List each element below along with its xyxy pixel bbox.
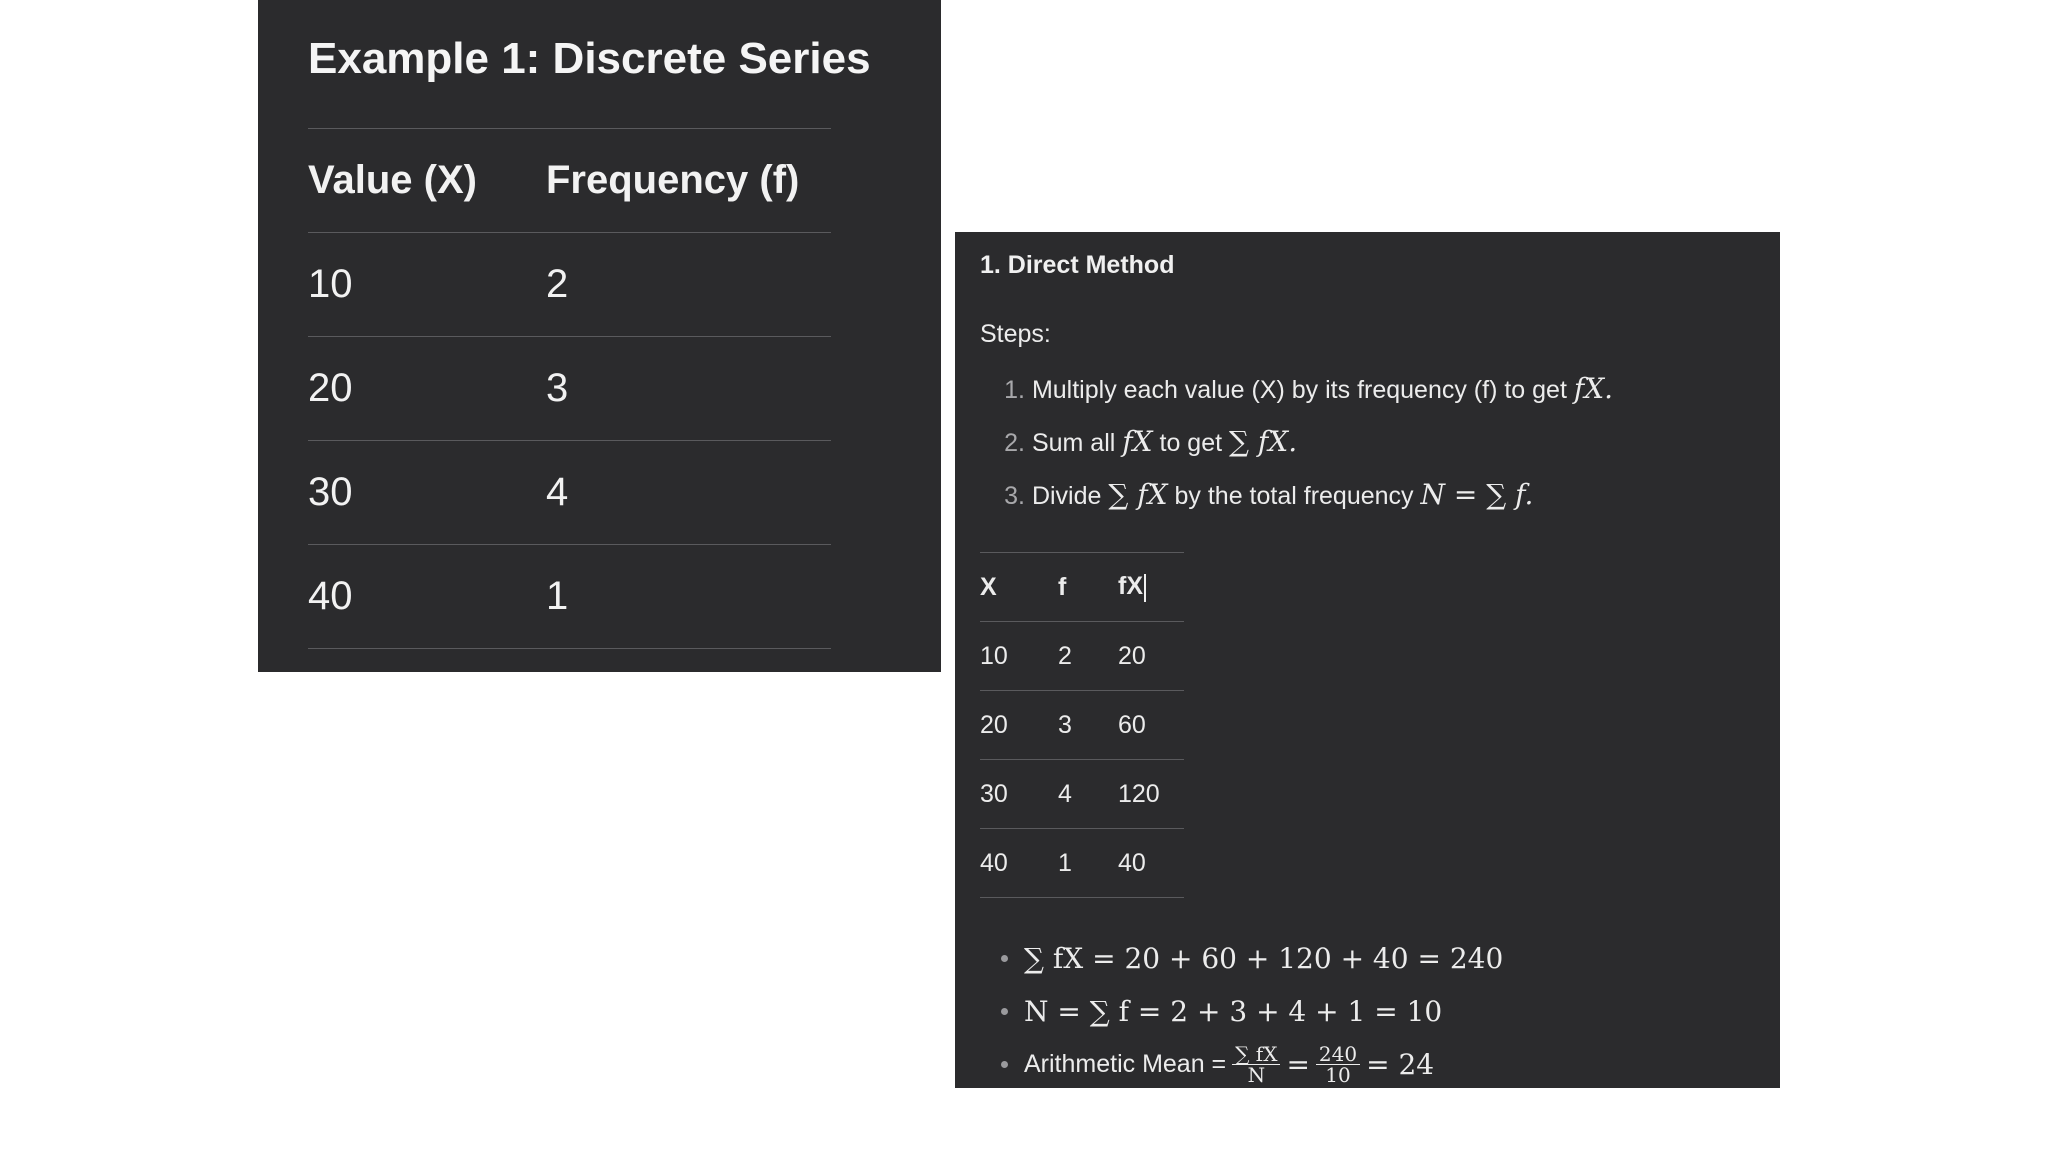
table-row: [980, 760, 1184, 829]
cell-value: 40: [308, 545, 546, 649]
table-header-row: [308, 129, 831, 233]
results-list: [980, 932, 1503, 1091]
step-text: by the total frequency: [1167, 482, 1421, 510]
step-text: Sum all: [1031, 429, 1123, 457]
step-math: N = ∑ f.: [1420, 478, 1534, 511]
cell-value: 20: [308, 337, 546, 441]
step-item: [980, 425, 1613, 478]
fraction-numerator: 240: [1316, 1044, 1360, 1065]
column-header-x: X: [980, 553, 1058, 622]
example-panel: [258, 0, 941, 672]
bullet-icon: [1001, 1061, 1008, 1068]
result-mean-label: Arithmetic Mean =: [1024, 1050, 1227, 1078]
table-header-row: [980, 553, 1184, 622]
table-row: [308, 441, 831, 545]
cell-x: 20: [980, 691, 1058, 760]
equals-sign: =: [1286, 1048, 1310, 1081]
cell-frequency: 3: [546, 337, 831, 441]
steps-label: Steps:: [980, 320, 1051, 348]
text-cursor: [1144, 574, 1146, 602]
result-sum-fx: ∑ fX = 20 + 60 + 120 + 40 = 240: [1024, 942, 1504, 975]
table-row: [308, 337, 831, 441]
table-row: [980, 691, 1184, 760]
fraction-numerator: ∑ fX: [1232, 1044, 1280, 1065]
cell-x: 40: [980, 829, 1058, 898]
step-math: fX: [1122, 425, 1153, 458]
cell-frequency: 1: [546, 545, 831, 649]
step-number: 1.: [1004, 376, 1025, 404]
cell-frequency: 4: [546, 441, 831, 545]
cell-fx: 40: [1118, 829, 1184, 898]
fraction-denominator: 10: [1325, 1063, 1351, 1087]
cell-fx: 120: [1118, 760, 1184, 829]
table-row: [308, 233, 831, 337]
cell-f: 2: [1058, 622, 1118, 691]
column-header-fx[interactable]: [1118, 553, 1184, 622]
step-text: Divide: [1031, 482, 1109, 510]
table-row: [308, 545, 831, 649]
step-math: ∑ fX: [1108, 478, 1168, 511]
result-n-total: N = ∑ f = 2 + 3 + 4 + 1 = 10: [1024, 995, 1443, 1028]
method-panel: [955, 232, 1780, 1088]
result-item: [980, 985, 1503, 1038]
step-item: [980, 478, 1613, 531]
cell-fx: 60: [1118, 691, 1184, 760]
step-text: to get: [1152, 429, 1230, 457]
cell-frequency: 2: [546, 233, 831, 337]
step-number: 3.: [1004, 482, 1025, 510]
example-table: [308, 128, 831, 649]
method-title: 1. Direct Method: [980, 251, 1175, 279]
steps-list: [980, 372, 1613, 531]
cell-x: 30: [980, 760, 1058, 829]
result-item: [980, 1038, 1503, 1091]
column-header-f: f: [1058, 553, 1118, 622]
method-table: [980, 552, 1184, 898]
table-row: [980, 622, 1184, 691]
column-header-value: Value (X): [308, 129, 546, 233]
mean-fraction-numeric: [1316, 1044, 1360, 1085]
step-math: fX.: [1573, 372, 1614, 405]
step-item: [980, 372, 1613, 425]
step-math: ∑ fX.: [1229, 425, 1298, 458]
mean-fraction-symbolic: [1232, 1044, 1280, 1085]
cell-x: 10: [980, 622, 1058, 691]
step-number: 2.: [1004, 429, 1025, 457]
column-header-frequency: Frequency (f): [546, 129, 831, 233]
column-header-fx-text: fX: [1118, 572, 1143, 601]
table-row: [980, 829, 1184, 898]
bullet-icon: [1001, 955, 1008, 962]
cell-value: 30: [308, 441, 546, 545]
result-item: [980, 932, 1503, 985]
example-title: Example 1: Discrete Series: [308, 34, 871, 83]
cell-f: 3: [1058, 691, 1118, 760]
step-text: Multiply each value (X) by its frequency (f) to get: [1031, 376, 1574, 404]
fraction-denominator: N: [1247, 1063, 1266, 1087]
cell-f: 4: [1058, 760, 1118, 829]
cell-value: 10: [308, 233, 546, 337]
cell-f: 1: [1058, 829, 1118, 898]
bullet-icon: [1001, 1008, 1008, 1015]
cell-fx: 20: [1118, 622, 1184, 691]
mean-result: = 24: [1366, 1048, 1435, 1081]
